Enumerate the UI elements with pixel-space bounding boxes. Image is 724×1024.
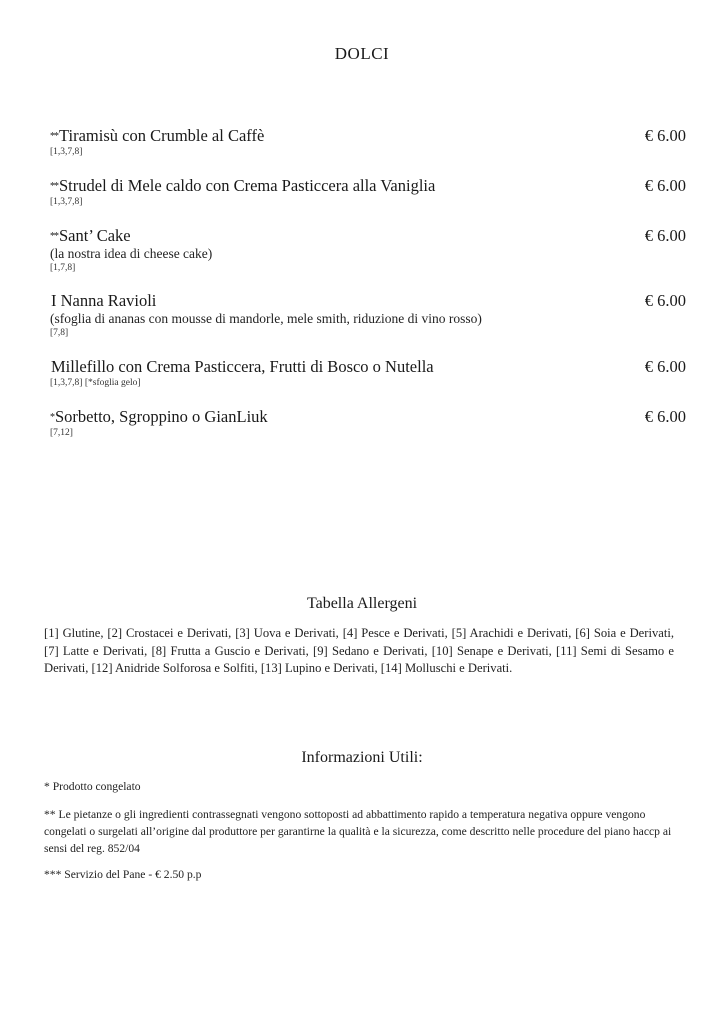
page-title: DOLCI	[334, 44, 390, 63]
menu-item-name-text: Strudel di Mele caldo con Crema Pasticcera alla Vaniglia	[59, 176, 436, 195]
menu-item-prefix: **	[50, 181, 58, 192]
menu-item	[50, 407, 686, 439]
info-note-blast-chilling: ** Le pietanze o gli ingredienti contrassegnati vengono sottoposti ad abbattimento rapido a temperatura negativa oppure vengono congelati o surgelati all’origine dal produttore per garantirne la qualità e la sicurezza, come descritto nelle procedure del piano haccp ai sensi del reg. 852/04	[44, 808, 672, 855]
info-note-frozen: * Prodotto congelato	[44, 780, 141, 793]
menu-item	[50, 226, 686, 274]
menu-item	[50, 357, 686, 389]
menu-item-description: (la nostra idea di cheese cake)	[50, 246, 213, 261]
menu-item-row	[50, 357, 686, 377]
menu-item-name-text: Sant’ Cake	[59, 226, 131, 245]
info-note-bread-service: *** Servizio del Pane - € 2.50 p.p	[44, 868, 202, 881]
menu-item-prefix: *	[50, 412, 54, 423]
menu-item-allergens: [7,12]	[50, 428, 73, 438]
menu-item-row	[50, 407, 686, 427]
menu-item-price: € 6.00	[644, 126, 686, 145]
menu-item-name	[50, 126, 264, 146]
menu-item-name-text: Millefillo con Crema Pasticcera, Frutti di Bosco o Nutella	[51, 357, 434, 376]
menu-item-prefix: **	[50, 231, 58, 242]
menu-item-name	[50, 357, 434, 377]
menu-item-price: € 6.00	[644, 176, 686, 195]
menu-item-name-text: Tiramisù con Crumble al Caffè	[59, 126, 265, 145]
menu-item-allergens: [1,3,7,8]	[50, 197, 83, 207]
menu-item-allergens: [1,3,7,8] [*sfoglia gelo]	[50, 378, 141, 388]
allergen-table-text: [1] Glutine, [2] Crostacei e Derivati, [3] Uova e Derivati, [4] Pesce e Derivati, [5] Arachidi e Derivati, [6] Soia e Derivati, [7] Latte e Derivati, [8] Frutta a Guscio e Derivati, [9] Sedano e Derivati, [10] Senape e Derivati, [11] Semi di Sesamo e Derivati, [12] Anidride Solforosa e Solfiti, [13] Lupino e Derivati, [14] Molluschi e Derivati.	[44, 626, 674, 675]
menu-item-allergens: [1,7,8]	[50, 263, 76, 273]
menu-item-price: € 6.00	[644, 407, 686, 426]
menu-item-name	[50, 291, 156, 311]
menu-item	[50, 291, 686, 339]
info-title: Informazioni Utili:	[301, 749, 423, 766]
menu-item	[50, 176, 686, 208]
menu-item-row	[50, 226, 686, 246]
menu-item-name-text: I Nanna Ravioli	[51, 291, 157, 310]
menu-item-name	[50, 226, 131, 246]
menu-item	[50, 126, 686, 158]
menu-item-row	[50, 126, 686, 146]
menu-item-allergens: [7,8]	[50, 328, 69, 338]
menu-item-description: (sfoglia di ananas con mousse di mandorle, mele smith, riduzione di vino rosso)	[50, 311, 482, 326]
menu-item-name	[50, 407, 268, 427]
menu-item-price: € 6.00	[644, 291, 686, 310]
menu-item-row	[50, 176, 686, 196]
allergen-table-title: Tabella Allergeni	[306, 595, 418, 612]
menu-item-allergens: [1,3,7,8]	[50, 147, 83, 157]
menu-item-name-text: Sorbetto, Sgroppino o GianLiuk	[55, 407, 268, 426]
menu-item-row	[50, 291, 686, 311]
menu-item-name	[50, 176, 435, 196]
menu-item-price: € 6.00	[644, 226, 686, 245]
menu-item-prefix: **	[50, 131, 58, 142]
menu-item-price: € 6.00	[644, 357, 686, 376]
